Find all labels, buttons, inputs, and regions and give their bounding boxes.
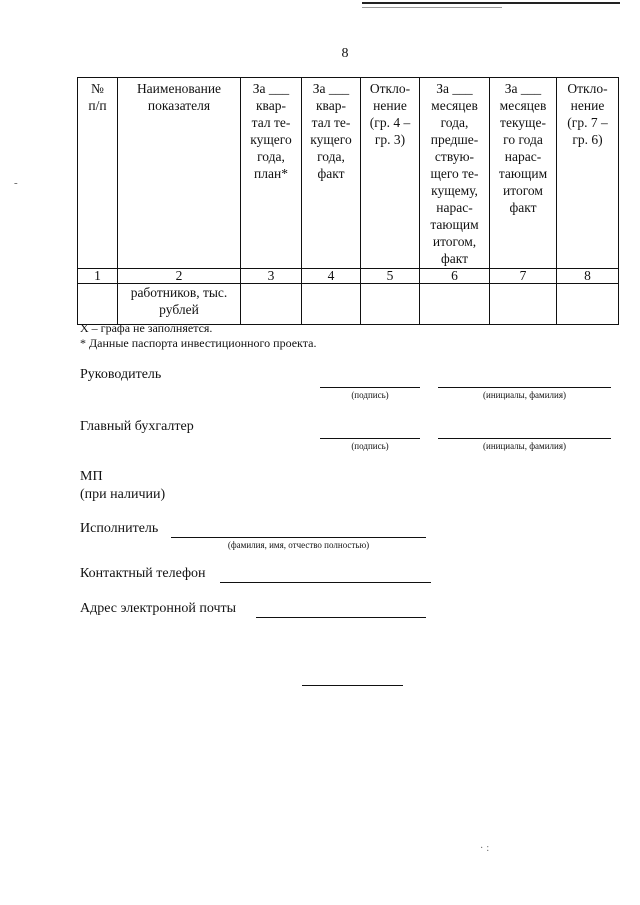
note-not-filled: Х – графа не заполняется.: [80, 321, 213, 335]
table-cell: [241, 284, 302, 325]
column-number-cell: 6: [420, 269, 490, 284]
header-cell: За ___ месяцев текуще- го года нарас- тающим итогом факт: [490, 78, 557, 269]
stray-mark: -: [14, 177, 18, 189]
column-number-cell: 3: [241, 269, 302, 284]
header-cell: № п/п: [78, 78, 118, 269]
document-end-line: [302, 685, 403, 686]
table-cell: [361, 284, 420, 325]
head-name-line: [438, 387, 611, 388]
email-label: Адрес электронной почты: [80, 601, 237, 616]
executor-line: [171, 537, 426, 538]
executor-label: Исполнитель: [80, 521, 159, 536]
table-cell: [420, 284, 490, 325]
top-border-line-thin: [362, 7, 502, 8]
accountant-signature-caption: (подпись): [351, 441, 389, 451]
head-signature-caption: (подпись): [351, 390, 389, 400]
accountant-name-line: [438, 438, 611, 439]
accountant-signature-line: [320, 438, 420, 439]
column-number-cell: 7: [490, 269, 557, 284]
table-cell: [78, 284, 118, 325]
header-cell: За ___ месяцев года, предше- ствую- щего те- кущему, нарас- тающим итогом, факт: [420, 78, 490, 269]
header-cell: Наименование показателя: [118, 78, 241, 269]
row-name-cell: работников, тыс. рублей: [118, 284, 241, 325]
table-cell: [557, 284, 619, 325]
table-cell: [490, 284, 557, 325]
column-number-cell: 5: [361, 269, 420, 284]
indicator-table: [77, 77, 619, 325]
head-label: Руководитель: [80, 367, 162, 382]
column-number-cell: 8: [557, 269, 619, 284]
phone-line: [220, 582, 431, 583]
column-number-cell: 4: [302, 269, 361, 284]
scan-artifact: ·:: [480, 843, 493, 854]
page-number: 8: [341, 46, 349, 61]
table-header-row: [78, 78, 619, 269]
email-line: [256, 617, 426, 618]
phone-label: Контактный телефон: [80, 566, 206, 581]
header-cell: Откло- нение (гр. 7 – гр. 6): [557, 78, 619, 269]
header-cell: За ___ квар- тал те- кущего года, план*: [241, 78, 302, 269]
table-cell: [302, 284, 361, 325]
head-name-caption: (инициалы, фамилия): [483, 390, 566, 400]
chief-accountant-label: Главный бухгалтер: [80, 419, 194, 434]
head-signature-line: [320, 387, 420, 388]
top-border-line: [362, 2, 620, 4]
header-cell: За ___ квар- тал те- кущего года, факт: [302, 78, 361, 269]
stamp-note: (при наличии): [80, 487, 166, 502]
column-number-cell: 2: [118, 269, 241, 284]
column-number-cell: 1: [78, 269, 118, 284]
executor-caption: (фамилия, имя, отчество полностью): [227, 540, 370, 550]
table-notes: [80, 321, 316, 351]
header-cell: Откло- нение (гр. 4 – гр. 3): [361, 78, 420, 269]
accountant-name-caption: (инициалы, фамилия): [483, 441, 566, 451]
stamp-label: МП: [80, 469, 103, 484]
table-row: [78, 284, 619, 325]
note-passport-data: * Данные паспорта инвестиционного проекта.: [80, 336, 317, 350]
column-number-row: [78, 269, 619, 284]
